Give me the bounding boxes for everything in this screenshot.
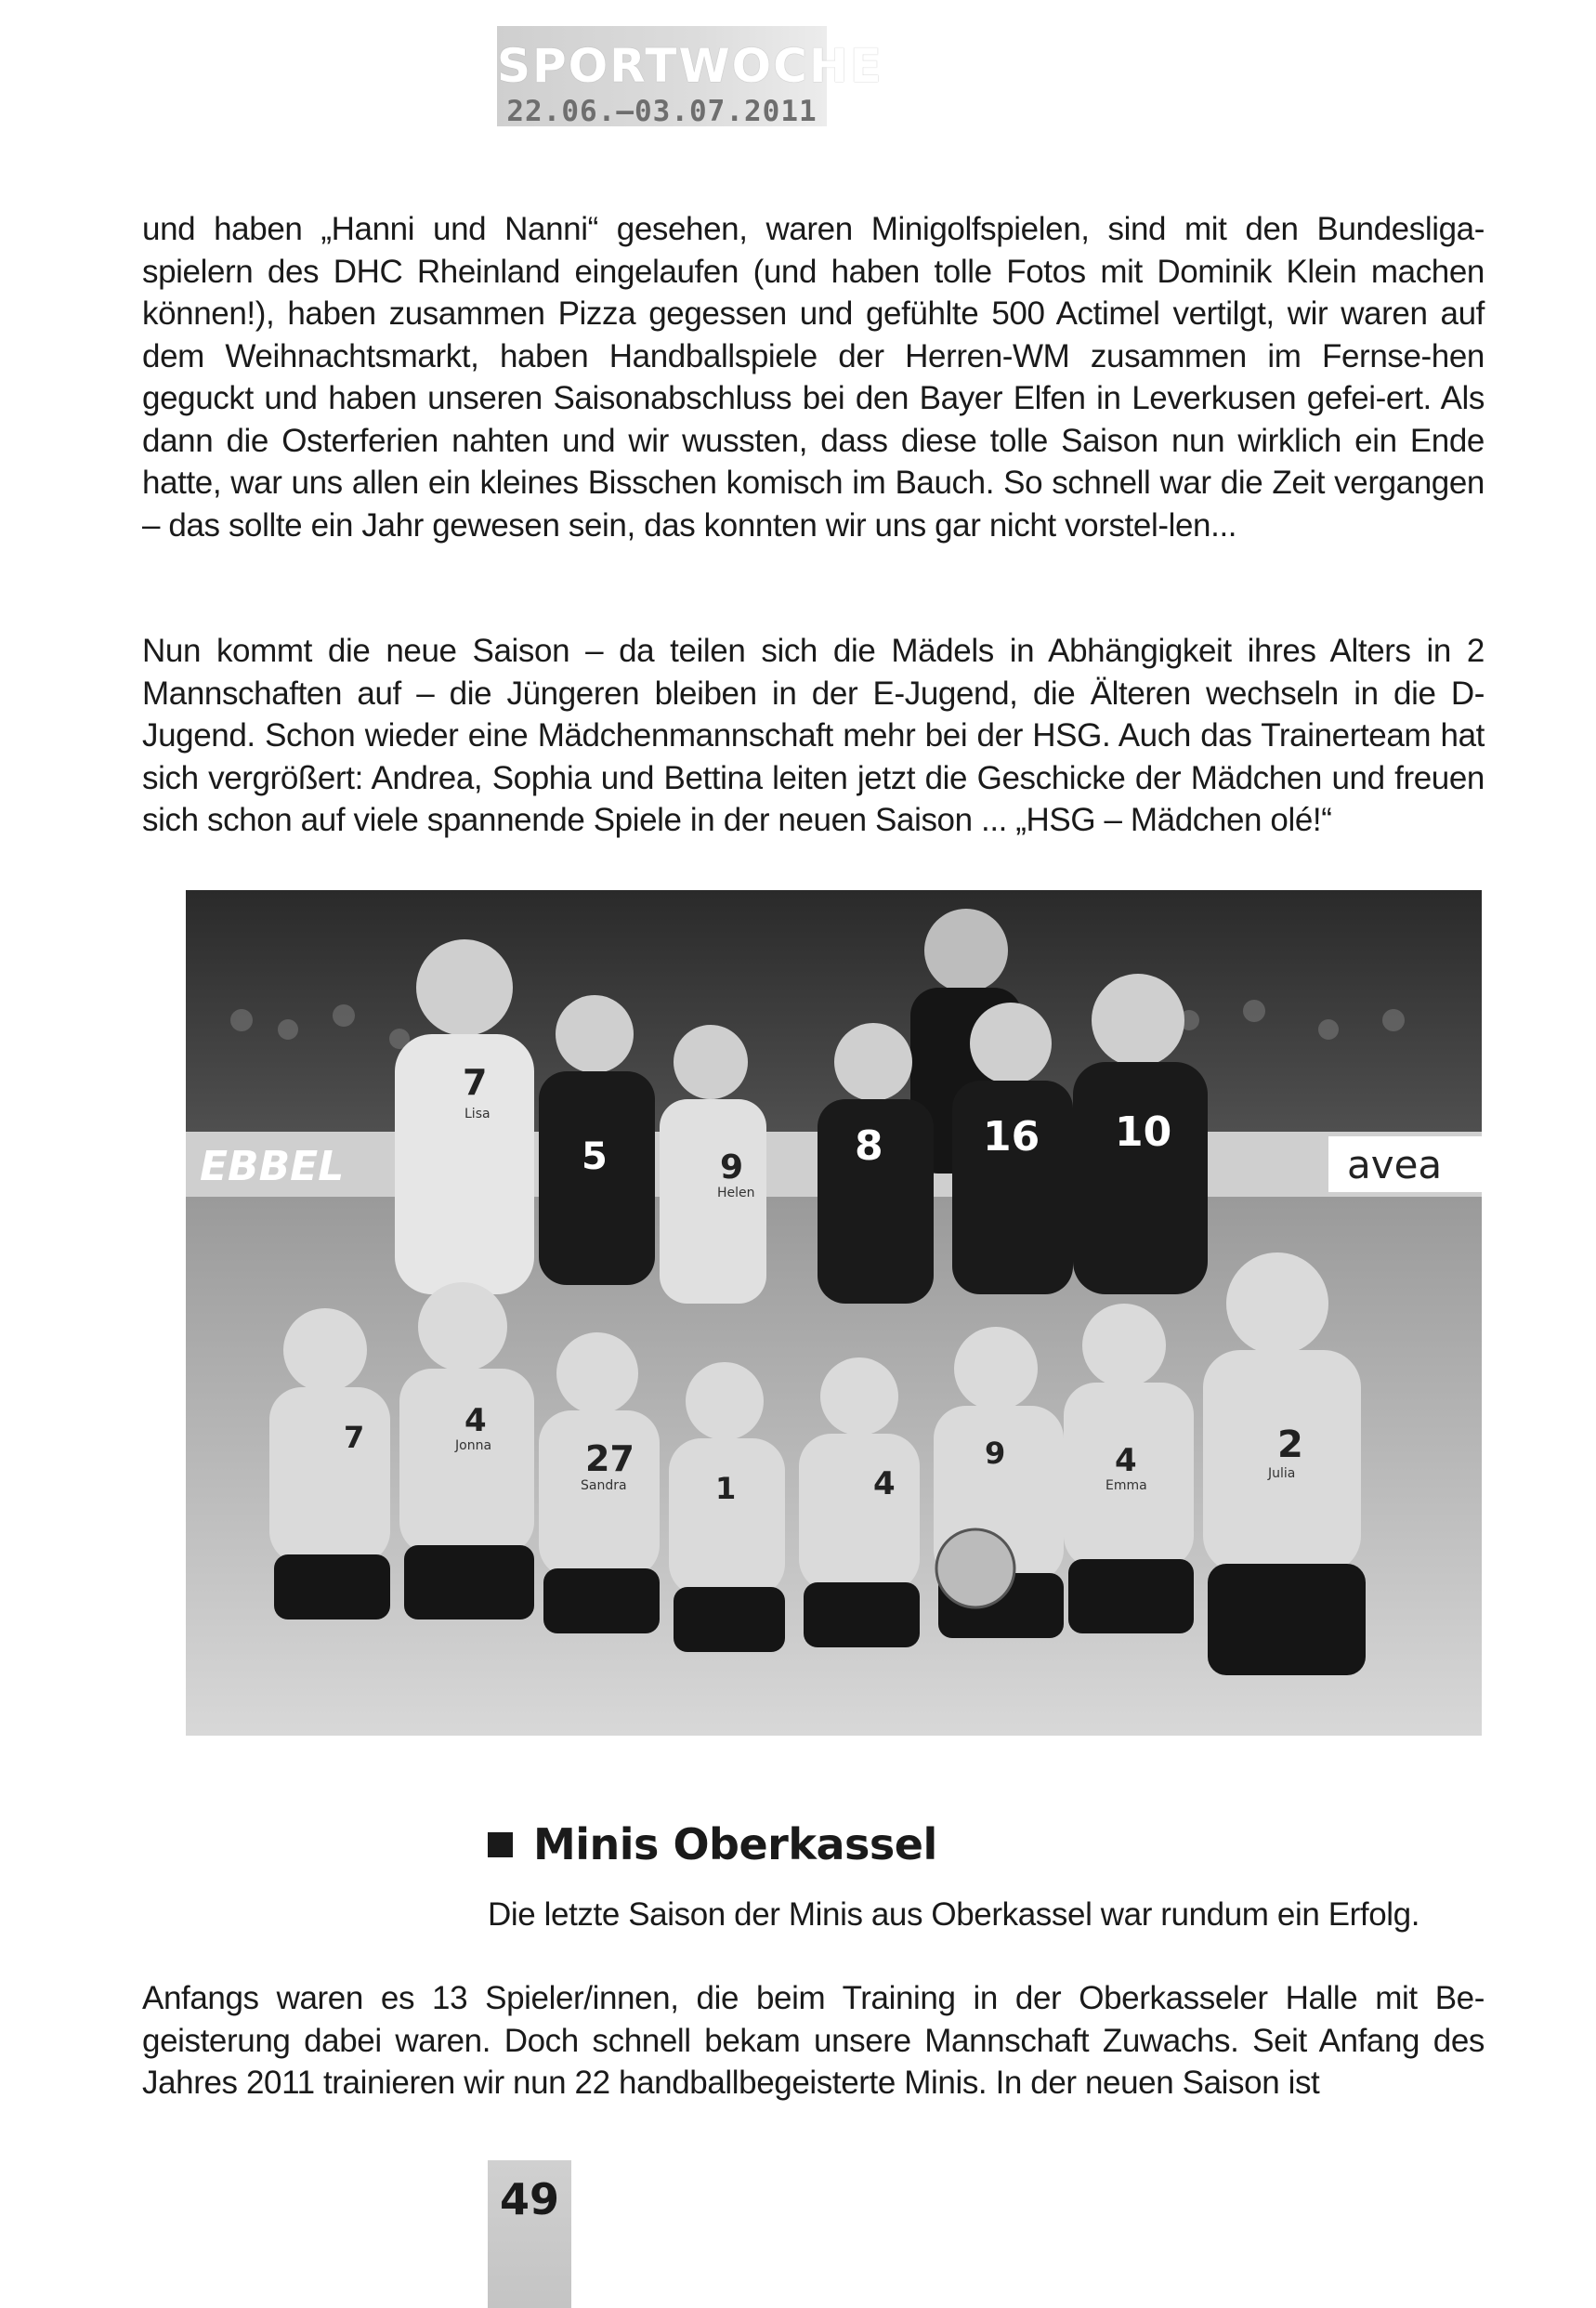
jersey-number: 1	[715, 1471, 737, 1506]
jersey-number: 9	[985, 1436, 1006, 1471]
magazine-title: SPORTWOCHE	[497, 39, 883, 93]
section-lead: Die letzte Saison der Minis aus Oberkassel war rundum ein Erfolg.	[488, 1896, 1420, 1933]
jersey-number: 10	[1115, 1108, 1172, 1156]
paragraph-new-season: Nun kommt die neue Saison – da teilen sich die Mädels in Abhängigkeit ihres Alters in 2 Mannschaften auf – die Jüngeren bleiben in der E-Jugend, die Älteren wechseln in die D-Jugend. Schon wieder eine Mädchenmannschaft mehr bei der HSG. Auch das Trainerteam hat sich vergrößert: Andrea, Sophia und Bettina leiten jetzt die Geschicke der Mädchen und freuen sich schon auf viele spannende Spiele in der neuen Saison ... „HSG – Mädchen olé!“	[142, 633, 1485, 838]
team-photo-illustration	[186, 890, 1482, 1736]
section-title: Minis Oberkassel	[533, 1819, 937, 1869]
section-bullet-icon	[488, 1832, 513, 1857]
jersey-number: 4	[873, 1465, 896, 1502]
jersey-number: 16	[983, 1113, 1040, 1161]
banner-right-text: avea	[1347, 1142, 1443, 1187]
banner-left-text: EBBEL	[200, 1143, 345, 1190]
jersey-name: Jonna	[455, 1438, 492, 1453]
jersey-number: 7	[344, 1420, 365, 1455]
jersey-number: 2	[1277, 1423, 1303, 1466]
jersey-name: Lisa	[464, 1107, 491, 1121]
page-number: 49	[499, 2174, 559, 2224]
jersey-number: 4	[1115, 1442, 1137, 1479]
jersey-name: Helen	[717, 1186, 755, 1200]
jersey-number: 7	[463, 1062, 488, 1103]
jersey-number: 9	[720, 1148, 744, 1187]
team-photo	[186, 890, 1482, 1736]
jersey-number: 4	[464, 1402, 487, 1439]
jersey-number: 8	[855, 1122, 883, 1170]
handball	[936, 1529, 1014, 1607]
jersey-name: Emma	[1105, 1478, 1147, 1493]
paragraph-intro: und haben „Hanni und Nanni“ gesehen, waren Minigolfspielen, sind mit den Bundesliga-spielern des DHC Rheinland eingelaufen (und haben tolle Fotos mit Dominik Klein machen können!), haben zusammen Pizza gegessen und gefühlte 500 Actimel vertilgt, wir waren auf dem Weihnachtsmarkt, haben Handballspiele der Herren-WM zusammen im Fernse-hen geguckt und haben unseren Saisonabschluss bei den Bayer Elfen in Leverkusen gefei-ert. Als dann die Osterferien nahten und wir wussten, dass diese tolle Saison nun wirklich ein Ende hatte, war uns allen ein kleines Bisschen komisch im Bauch. So schnell war die Zeit vergangen – das sollte ein Jahr gewesen sein, das konnten wir uns gar nicht vorstel-len...	[142, 211, 1485, 544]
issue-date: 22.06.–03.07.2011	[506, 95, 818, 128]
jersey-number: 27	[585, 1438, 634, 1479]
jersey-name: Sandra	[581, 1478, 627, 1493]
paragraph-minis: Anfangs waren es 13 Spieler/innen, die beim Training in der Oberkasseler Halle mit Be-geisterung dabei waren. Doch schnell bekam unsere Mannschaft Zuwachs. Seit Anfang des Jahres 2011 trainieren wir nun 22 handballbegeisterte Minis. In der neuen Saison ist	[142, 1980, 1485, 2101]
section-heading	[488, 1816, 937, 1872]
jersey-number: 5	[582, 1135, 608, 1178]
jersey-name: Julia	[1268, 1466, 1296, 1481]
